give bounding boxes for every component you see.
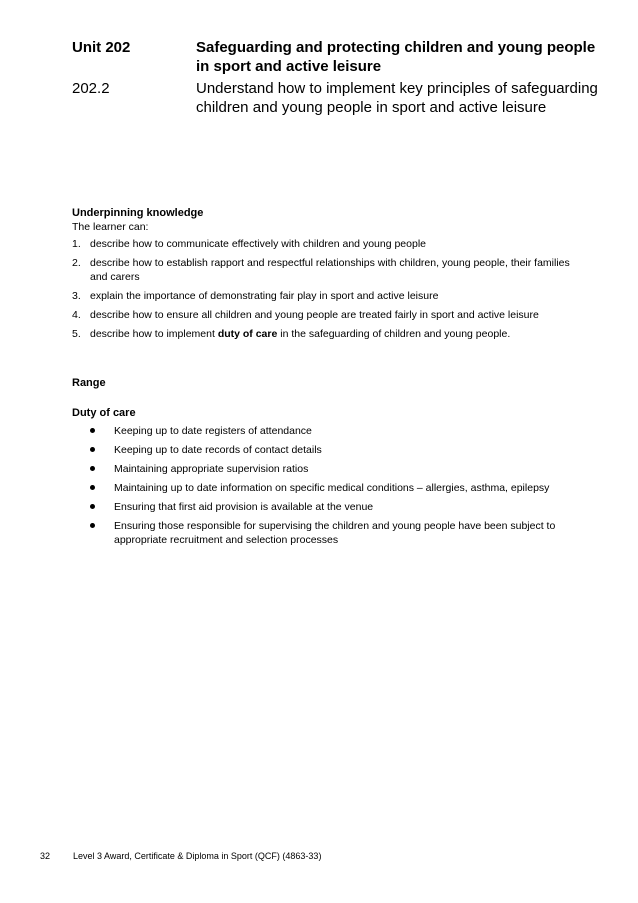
bullet-text: Keeping up to date records of contact details <box>114 444 322 456</box>
outcome-title: Understand how to implement key principles of safeguarding children and young people in sport and active leisure <box>196 80 598 116</box>
duty-of-care-emphasis: duty of care <box>217 328 278 340</box>
bullet-text: Ensuring those responsible for supervising the children and young people have been subject to appropriate recruitment and selection processes <box>114 520 556 546</box>
item-text: explain the importance of demonstrating fair play in sport and active leisure <box>90 290 439 302</box>
bullet-icon <box>72 481 114 495</box>
knowledge-list <box>72 237 578 341</box>
bullet-text: Maintaining up to date information on specific medical conditions – allergies, asthma, epilepsy <box>114 482 550 494</box>
item-number: 5. <box>72 328 81 340</box>
bullet-text: Maintaining appropriate supervision ratios <box>114 463 309 475</box>
list-item <box>72 289 578 303</box>
item-number: 3. <box>72 290 81 302</box>
outcome-header <box>72 79 598 117</box>
bullet-icon <box>72 424 114 438</box>
item-number: 4. <box>72 309 81 321</box>
list-item <box>72 519 578 547</box>
footer-text: Level 3 Award, Certificate & Diploma in Sport (QCF) (4863-33) <box>73 851 322 861</box>
list-item <box>72 462 578 476</box>
range-heading: Range <box>72 377 106 389</box>
list-item <box>72 327 578 341</box>
item-number: 1. <box>72 238 81 250</box>
item-number: 2. <box>72 257 81 269</box>
bullet-icon <box>72 443 114 457</box>
item-text: describe how to ensure all children and young people are treated fairly in sport and active leisure <box>90 309 539 321</box>
range-bullet-list <box>72 424 578 547</box>
duty-of-care-heading: Duty of care <box>72 407 136 419</box>
list-item <box>72 256 578 284</box>
item-text: describe how to communicate effectively with children and young people <box>90 238 426 250</box>
bullet-icon <box>72 500 114 514</box>
item-text <box>90 327 578 341</box>
unit-label: Unit 202 <box>72 39 131 56</box>
knowledge-intro: The learner can: <box>72 221 149 233</box>
list-item <box>72 237 578 251</box>
bullet-icon <box>72 519 114 547</box>
list-item <box>72 500 578 514</box>
list-item <box>72 481 578 495</box>
bullet-icon <box>72 462 114 476</box>
item-text-pre: describe how to implement <box>90 328 218 340</box>
outcome-label: 202.2 <box>72 80 110 97</box>
bullet-text: Ensuring that first aid provision is available at the venue <box>114 501 374 513</box>
knowledge-section <box>72 206 578 346</box>
unit-title: Safeguarding and protecting children and young people in sport and active leisure <box>196 39 596 75</box>
page-number: 32 <box>40 851 51 861</box>
range-section <box>72 376 578 552</box>
item-text-post: in the safeguarding of children and young people. <box>277 328 511 340</box>
list-item <box>72 443 578 457</box>
unit-header <box>72 38 598 76</box>
knowledge-heading: Underpinning knowledge <box>72 207 204 219</box>
bullet-text: Keeping up to date registers of attendance <box>114 425 312 437</box>
list-item <box>72 308 578 322</box>
page-footer <box>40 851 321 861</box>
list-item <box>72 424 578 438</box>
item-text: describe how to establish rapport and respectful relationships with children, young people, their families and carers <box>90 257 570 283</box>
